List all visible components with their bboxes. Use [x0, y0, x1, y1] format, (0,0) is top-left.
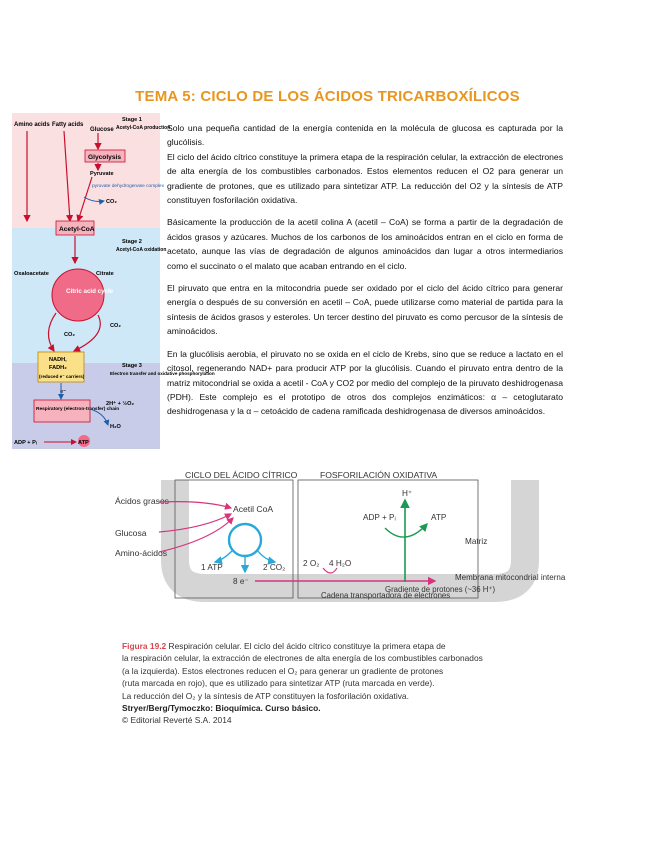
- stage1-desc: Acetyl-CoA production: [116, 125, 171, 131]
- h-plus-label: H⁺: [402, 489, 413, 498]
- water-label: H₂O: [110, 424, 121, 430]
- nadh-label: NADH,: [49, 357, 67, 363]
- co2-label: 2 CO₂: [263, 563, 286, 572]
- electrons-label: 8 e⁻: [233, 577, 249, 586]
- page-title: TEMA 5: CICLO DE LOS ÁCIDOS TRICARBOXÍLICOS: [135, 88, 520, 105]
- paragraph: Básicamente la producción de la acetil colina A (acetil – CoA) se forma a partir de la degradación de ácidos grasos y azúcares. Muchos de los carbonos de los aminoácidos entran en el ciclo en forma de acetato, aunque las vías de degradación de algunos aminoácidos dan lugar a otros intermediarios como el succinato o el malato que acaban entrando en el ciclo.: [167, 217, 563, 271]
- e-minus-label: e⁻: [60, 389, 67, 395]
- acetyl-coa-label: Acetyl-CoA: [59, 226, 95, 233]
- citric-acid-cycle-circle: [52, 269, 104, 321]
- proton-gradient-label: Gradiente de protones (~36 H⁺): [385, 585, 496, 594]
- caption-line: La reducción del O₂ y la síntesis de ATP constituyen la fosforilación oxidativa.: [122, 690, 409, 701]
- stage2-label: Stage 2: [122, 239, 142, 245]
- header-oxidative-phosphorylation: FOSFORILACIÓN OXIDATIVA: [320, 470, 438, 480]
- amino-acids-label: Amino acids: [14, 122, 50, 128]
- caption-label: Figura 19.2: [122, 641, 167, 651]
- copyright-icon: ©: [122, 715, 129, 726]
- membrane-label: Membrana mitocondrial interna: [455, 573, 566, 582]
- caption-line: (a la izquierda). Estos electrones reducen el O₂ para generar un gradiente de protones: [122, 665, 444, 676]
- citric-cycle-label: Citric acid cycle: [66, 288, 114, 295]
- electron-transport-chain-label: Cadena transportadora de electrones: [321, 591, 451, 600]
- caption-line: Respiración celular. El ciclo del ácido cítrico constituye la primera etapa de: [168, 641, 446, 651]
- glycolysis-label: Glycolysis: [88, 154, 121, 161]
- amino-acids-label: Amino-ácidos: [115, 548, 168, 558]
- citrate-label: Citrate: [96, 271, 114, 277]
- fatty-acids-label: Ácidos grasos: [115, 496, 169, 506]
- paragraph: Solo una pequeña cantidad de la energía contenida en la molécula de glucosa es capturada por la glucólisis.: [167, 123, 563, 148]
- caption-copyright: Editorial Reverté S.A. 2014: [130, 715, 232, 726]
- acetyl-coa-label: Acetil CoA: [233, 504, 274, 514]
- stage3-label: Stage 3: [122, 363, 142, 369]
- cellular-respiration-stages-figure: [12, 113, 215, 449]
- oxygen-label: 2 O₂: [303, 559, 320, 568]
- proton-oxygen-label: 2H⁺ + ½O₂: [106, 401, 134, 407]
- caption-line: (ruta marcada en rojo), que es utilizado para sintetizar ATP (ruta marcada en verde).: [122, 678, 435, 689]
- glucose-label: Glucose: [90, 127, 114, 133]
- figure-19-2-respiration: [115, 470, 566, 630]
- header-citric-cycle: CICLO DEL ÁCIDO CÍTRICO: [185, 470, 298, 480]
- atp-right-label: ATP: [431, 513, 447, 522]
- atp-label: ATP: [78, 440, 89, 446]
- stage1-label: Stage 1: [122, 117, 142, 123]
- citric-cycle-ring: [229, 524, 261, 556]
- water-label: 4 H₂O: [329, 559, 352, 568]
- oxaloacetate-label: Oxaloacetate: [14, 271, 49, 277]
- pdh-label: pyruvate dehydrogenase complex: [92, 184, 164, 189]
- figure-caption: [122, 640, 542, 727]
- adp-label: ADP + Pᵢ: [363, 513, 396, 522]
- respiratory-chain-label: Respiratory (electron-transfer) chain: [36, 407, 120, 412]
- fatty-acids-label: Fatty acids: [52, 122, 84, 128]
- co2-stage1-label: CO₂: [106, 199, 117, 205]
- body-text: [167, 121, 563, 427]
- stage3-desc: Electron transfer and oxidative phosphorylation: [110, 371, 215, 376]
- paragraph: El piruvato que entra en la mitocondria puede ser oxidado por el ciclo del ácido cítrico para generar energía o después de su conversión en acetil – CoA, puede utilizarse como material de partida para la síntesis de ácidos grasos y esteroles. Un tercer destino del piruvato es como percusor de la síntesis de aminoácidos.: [167, 283, 563, 337]
- membrane-shape: [175, 480, 525, 588]
- co2-cycle-right-label: CO₂: [110, 323, 121, 329]
- matrix-label: Matriz: [465, 537, 488, 546]
- paragraph: En la glucólisis aerobia, el piruvato no se oxida en el ciclo de Krebs, sino que se reduce a lactato en el citosol, regenerando NAD+ para producir ATP por la glucólisis. Cuando el piruvato entra dentro de la matriz mitocondrial se oxida a acetil - CoA y CO2 por medio del complejo de la piruvato deshidrogenasa (PDH). Este complejo es el prototipo de otros dos complejos enzimáticos: α – cetoglutarato deshidrogenasa y la α – cetoácido de cadena ramificada deshidrogenasa de diversos aminoácidos.: [167, 348, 563, 417]
- atp-left-label: 1 ATP: [201, 563, 223, 572]
- adp-pi-label: ADP + Pᵢ: [14, 440, 37, 446]
- co2-cycle-left-label: CO₂: [64, 332, 75, 338]
- paragraph: El ciclo del ácido cítrico constituye la primera etapa de la respiración celular, la extracción de electrones de alta energía de los combustibles carbonados. Estos elementos reducen el O2 para generar un gradiente de protones, que es utilizado para sintetizar ATP. La reducción del O2 y la síntesis de ATP constituyen fosforilación oxidativa.: [167, 151, 563, 206]
- pyruvate-label: Pyruvate: [90, 171, 114, 177]
- stage2-desc: Acetyl-CoA oxidation: [116, 247, 167, 253]
- fadh2-label: FADH₂: [49, 365, 67, 371]
- caption-credit: Stryer/Berg/Tymoczko: Bioquímica. Curso básico.: [122, 703, 321, 714]
- glucose-label: Glucosa: [115, 528, 147, 538]
- caption-line: la respiración celular, la extracción de electrones de alta energía de los combustibles carbonados: [122, 653, 483, 664]
- reduced-carriers-label: (reduced e⁻ carriers): [39, 374, 85, 379]
